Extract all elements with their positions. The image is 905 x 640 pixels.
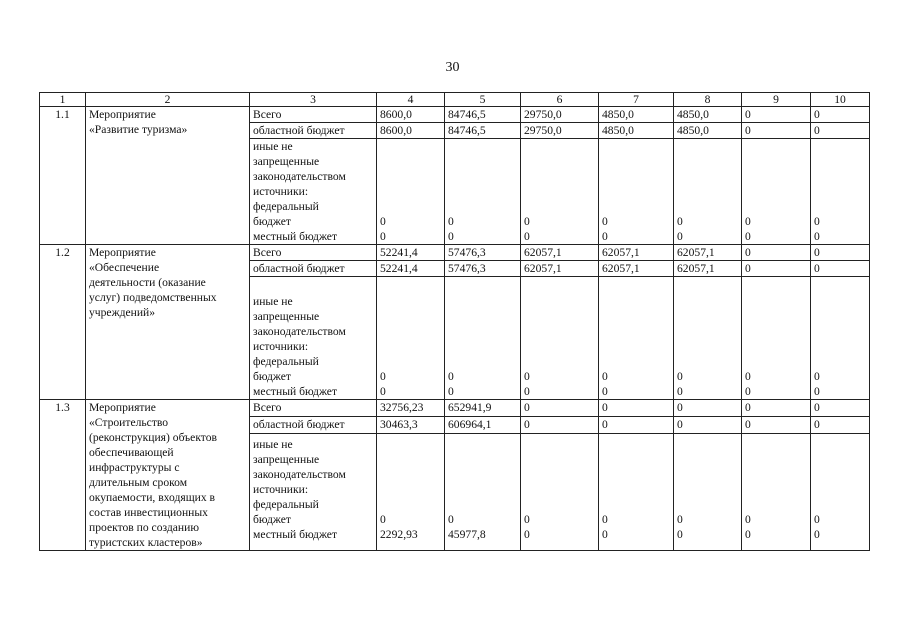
local-value: 2292,93 [380,528,418,542]
value-cell: 0 [521,417,599,434]
value-stack [814,434,866,542]
value-stack [448,277,517,399]
federal-value: 0 [524,215,530,228]
value-cell: 0 [742,400,811,417]
value-stack [524,434,595,542]
federal-value: 0 [524,513,530,527]
value-cell: 4850,0 [674,123,742,139]
header-cell: 10 [811,93,870,107]
value-stack [677,139,738,244]
value-cell: 4850,0 [599,107,674,123]
federal-value: 0 [677,215,683,228]
value-cell [445,139,521,245]
value-cell: 62057,1 [521,261,599,277]
header-cell: 6 [521,93,599,107]
header-cell: 7 [599,93,674,107]
value-cell: 0 [742,107,811,123]
header-row [40,93,870,107]
value-cell [742,139,811,245]
value-cell: 52241,4 [377,245,445,261]
value-cell [377,277,445,400]
local-value: 0 [380,230,386,243]
value-stack [524,139,595,244]
value-cell: 57476,3 [445,261,521,277]
value-stack [745,434,807,542]
value-cell: 30463,3 [377,417,445,434]
value-cell: 32756,23 [377,400,445,417]
row-number: 1.1 [40,107,86,245]
value-cell: 62057,1 [599,245,674,261]
value-stack [677,434,738,542]
federal-value: 0 [602,370,608,383]
header-cell: 8 [674,93,742,107]
source-stack [253,434,373,542]
value-stack [745,277,807,399]
federal-value: 0 [448,215,454,228]
value-cell: 62057,1 [674,245,742,261]
value-cell: 57476,3 [445,245,521,261]
header-cell: 9 [742,93,811,107]
federal-value: 0 [380,513,386,527]
value-cell [742,434,811,551]
value-cell: 84746,5 [445,123,521,139]
table-row-total [40,400,870,417]
value-cell: 0 [742,417,811,434]
value-cell [377,139,445,245]
value-cell [521,139,599,245]
value-stack [814,139,866,244]
federal-value: 0 [814,370,820,383]
local-value: 0 [814,230,820,243]
federal-value: 0 [380,215,386,228]
value-stack [677,277,738,399]
value-cell: 52241,4 [377,261,445,277]
header-cell: 4 [377,93,445,107]
value-cell [377,434,445,551]
value-cell [674,139,742,245]
value-stack [602,277,670,399]
value-cell: 0 [811,123,870,139]
value-cell: 0 [674,400,742,417]
value-cell: 62057,1 [674,261,742,277]
federal-value: 0 [524,370,530,383]
value-cell: 62057,1 [599,261,674,277]
value-cell: 0 [811,417,870,434]
value-cell: 0 [742,123,811,139]
value-cell: 0 [599,417,674,434]
budget-table [39,92,870,551]
source-label-other [250,139,377,245]
value-cell: 8600,0 [377,123,445,139]
value-cell: 0 [521,400,599,417]
source-label-total: Всего [250,400,377,417]
federal-value: 0 [677,513,683,527]
value-stack [448,434,517,542]
federal-value: 0 [745,215,751,228]
local-value: 0 [448,230,454,243]
source-label-regional: областной бюджет [250,261,377,277]
header-cell: 2 [86,93,250,107]
federal-value: 0 [814,513,820,527]
value-cell [674,434,742,551]
local-value: 0 [677,528,683,542]
federal-value: 0 [677,370,683,383]
local-value: 0 [524,385,530,398]
value-cell: 84746,5 [445,107,521,123]
federal-value: 0 [745,370,751,383]
value-cell [674,277,742,400]
federal-value: 0 [745,513,751,527]
value-cell: 29750,0 [521,107,599,123]
local-value: 0 [524,230,530,243]
page-number: 30 [445,60,460,75]
source-label-other [250,434,377,551]
value-cell: 0 [599,400,674,417]
federal-value: 0 [448,513,454,527]
value-cell [811,434,870,551]
value-cell: 0 [811,245,870,261]
source-label-regional: областной бюджет [250,123,377,139]
header-cell: 1 [40,93,86,107]
value-cell: 0 [811,261,870,277]
source-label-local: местный бюджет [253,528,338,542]
value-cell [445,277,521,400]
local-value: 0 [677,230,683,243]
table-row-total [40,245,870,261]
source-stack [253,139,373,244]
source-label-federal: иные не запрещенные законодательством источники: федеральный бюджет [253,438,346,527]
value-cell: 0 [811,400,870,417]
row-number: 1.2 [40,245,86,400]
federal-value: 0 [602,215,608,228]
value-cell [742,277,811,400]
local-value: 0 [380,385,386,398]
local-value: 0 [524,528,530,542]
source-label-local: местный бюджет [253,385,338,398]
value-cell [599,434,674,551]
local-value: 0 [745,528,751,542]
source-label-regional: областной бюджет [250,417,377,434]
value-stack [524,277,595,399]
source-label-local: местный бюджет [253,230,338,243]
federal-value: 0 [602,513,608,527]
value-cell: 0 [674,417,742,434]
value-cell [521,277,599,400]
value-stack [380,434,441,542]
local-value: 0 [814,528,820,542]
federal-value: 0 [448,370,454,383]
source-label-federal: иные не запрещенные законодательством источники: федеральный бюджет [253,140,346,228]
value-cell: 652941,9 [445,400,521,417]
value-cell [521,434,599,551]
value-stack [602,139,670,244]
value-cell: 606964,1 [445,417,521,434]
local-value: 0 [602,385,608,398]
local-value: 0 [745,230,751,243]
value-cell [599,277,674,400]
value-stack [380,277,441,399]
value-stack [380,139,441,244]
value-stack [745,139,807,244]
value-cell [811,277,870,400]
table-row-total [40,107,870,123]
value-cell: 62057,1 [521,245,599,261]
header-cell: 5 [445,93,521,107]
value-cell: 0 [742,245,811,261]
source-stack [253,277,373,399]
value-cell [811,139,870,245]
local-value: 0 [814,385,820,398]
source-label-other [250,277,377,400]
local-value: 0 [745,385,751,398]
value-stack [448,139,517,244]
value-stack [814,277,866,399]
source-label-total: Всего [250,245,377,261]
federal-value: 0 [380,370,386,383]
measure-name: Мероприятие «Обеспечение деятельности (оказание услуг) подведомственных учреждений» [86,245,250,400]
local-value: 0 [602,528,608,542]
federal-value: 0 [814,215,820,228]
local-value: 0 [602,230,608,243]
row-number: 1.3 [40,400,86,551]
source-label-federal: иные не запрещенные законодательством источники: федеральный бюджет [253,295,346,383]
value-cell: 29750,0 [521,123,599,139]
local-value: 0 [448,385,454,398]
value-cell [445,434,521,551]
value-stack [602,434,670,542]
value-cell [599,139,674,245]
value-cell: 0 [811,107,870,123]
value-cell: 8600,0 [377,107,445,123]
value-cell: 4850,0 [599,123,674,139]
value-cell: 4850,0 [674,107,742,123]
local-value: 45977,8 [448,528,486,542]
header-cell: 3 [250,93,377,107]
value-cell: 0 [742,261,811,277]
measure-name: Мероприятие «Развитие туризма» [86,107,250,245]
measure-name: Мероприятие «Строительство (реконструкция) объектов обеспечивающей инфраструктуры с длительным сроком окупаемости, входящих в состав инвестиционных проектов по созданию туристских кластеров» [86,400,250,551]
source-label-total: Всего [250,107,377,123]
local-value: 0 [677,385,683,398]
